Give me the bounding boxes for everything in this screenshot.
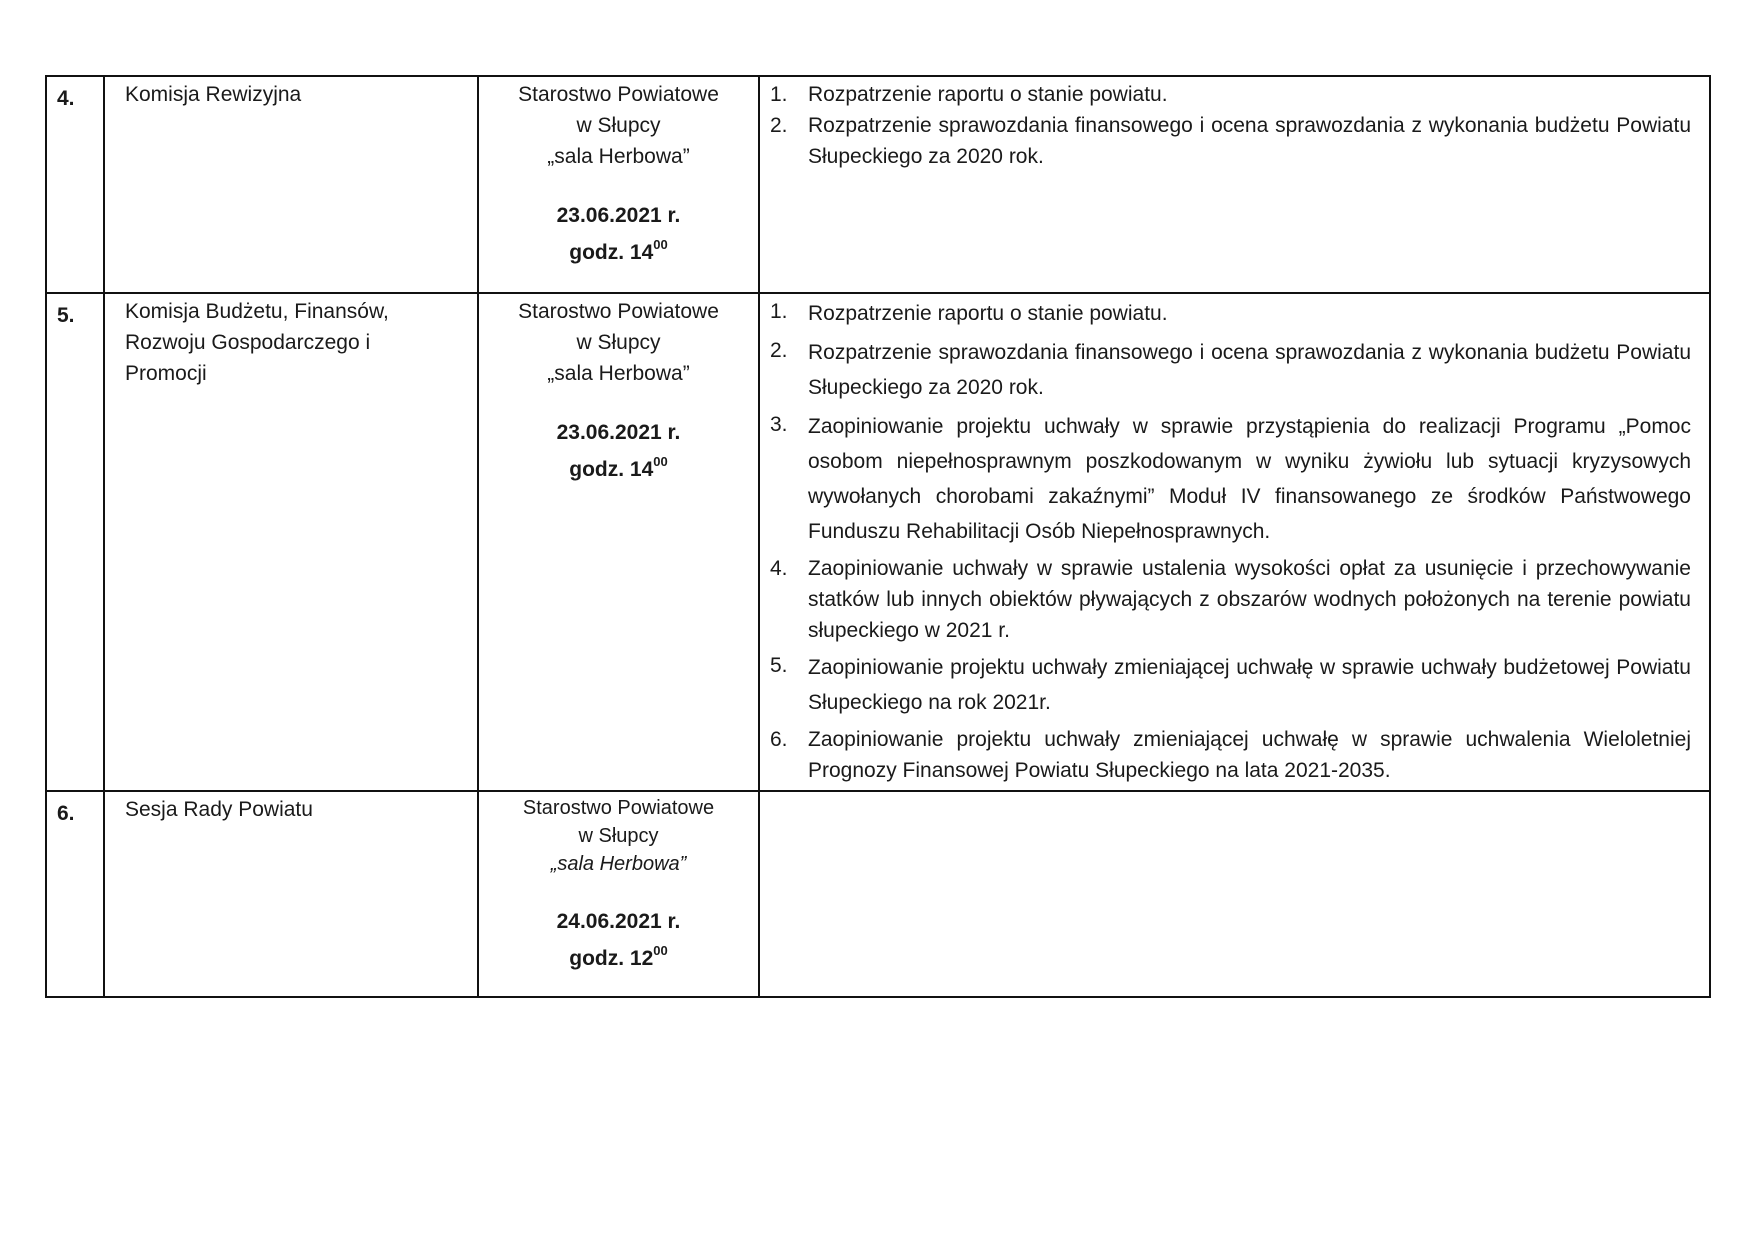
agenda-list: [770, 296, 1691, 786]
agenda-cell: [759, 76, 1710, 293]
meeting-time: godz. $14^{00}$: [569, 454, 668, 481]
table-row: [46, 76, 1710, 293]
table-row: [46, 293, 1710, 791]
place-line: w Słupcy: [576, 331, 661, 354]
list-item: 1. Rozpatrzenie raportu o stanie powiatu.: [770, 83, 1168, 106]
meeting-time: godz. $14^{00}$: [569, 237, 668, 264]
room-name: „sala Herbowa”: [547, 145, 690, 168]
place-line: Starostwo Powiatowe: [522, 797, 715, 819]
agenda-list: [770, 79, 1691, 172]
list-item: 6. Zaopiniowanie projektu uchwały zmieniającej uchwałę w sprawie uchwalenia Wieloletniej Prognozy Finansowej Powiatu Słupeckiego na lata 2021-2035.: [770, 728, 1691, 782]
meeting-place: [478, 791, 759, 997]
list-item: 2. Rozpatrzenie sprawozdania finansowego i ocena sprawozdania z wykonania budżetu Powiatu Słupeckiego za 2020 rok.: [770, 114, 1691, 168]
list-item: 3. Zaopiniowanie projektu uchwały w sprawie przystąpienia do realizacji Programu „Pomoc osobom niepełnosprawnym poszkodowanym w wyniku żywiołu lub sytuacji kryzysowych wywołanych chorobami zakaźnymi” Moduł IV finansowanego ze środków Państwowego Funduszu Rehabilitacji Osób Niepełnosprawnych.: [770, 413, 1691, 543]
row-number: 4.: [46, 76, 104, 293]
meeting-date: 23.06.2021 r.: [556, 204, 681, 227]
list-item: 5. Zaopiniowanie projektu uchwały zmieniającej uchwałę w sprawie uchwały budżetowej Powiatu Słupeckiego na rok 2021r.: [770, 654, 1691, 714]
place-line: w Słupcy: [578, 825, 659, 847]
committee-name: Sesja Rady Powiatu: [104, 791, 478, 997]
meeting-place: [478, 76, 759, 293]
row-number: 5.: [46, 293, 104, 791]
meeting-place: [478, 293, 759, 791]
schedule-table: [45, 75, 1711, 998]
list-item: 2. Rozpatrzenie sprawozdania finansowego i ocena sprawozdania z wykonania budżetu Powiatu Słupeckiego za 2020 rok.: [770, 339, 1691, 399]
place-line: w Słupcy: [576, 114, 661, 137]
committee-name: Komisja Rewizyjna: [104, 76, 478, 293]
place-line: Starostwo Powiatowe: [518, 83, 719, 106]
list-item: 4. Zaopiniowanie uchwały w sprawie ustalenia wysokości opłat za usunięcie i przechowywanie statków lub innych obiektów pływających z obszarów wodnych położonych na terenie powiatu słupeckiego w 2021 r.: [770, 557, 1691, 642]
committee-name: Komisja Budżetu, Finansów, Rozwoju Gospodarczego i Promocji: [104, 293, 478, 791]
table-row: [46, 791, 1710, 997]
meeting-date: 23.06.2021 r.: [556, 421, 681, 444]
agenda-cell: [759, 791, 1710, 997]
row-number: 6.: [46, 791, 104, 997]
place-line: Starostwo Powiatowe: [518, 300, 719, 323]
meeting-time: godz. $12^{00}$: [569, 943, 668, 970]
list-item: 1. Rozpatrzenie raportu o stanie powiatu.: [770, 300, 1168, 325]
room-name: „sala Herbowa”: [550, 853, 687, 875]
room-name: „sala Herbowa”: [547, 362, 690, 385]
meeting-date: 24.06.2021 r.: [556, 910, 681, 933]
agenda-cell: [759, 293, 1710, 791]
